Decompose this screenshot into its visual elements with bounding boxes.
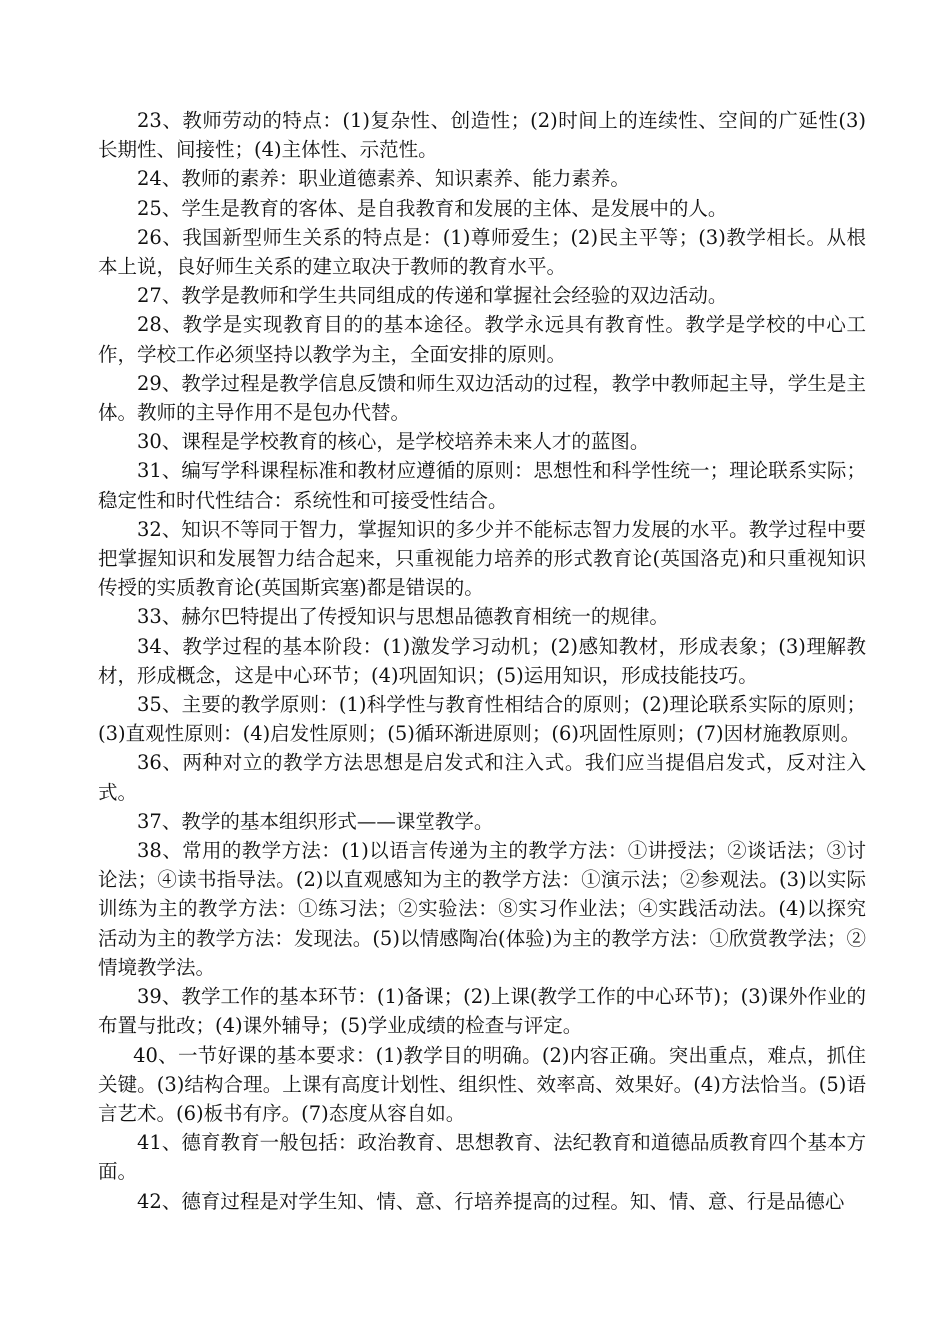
paragraph-39: 39、教学工作的基本环节：(1)备课；(2)上课(教学工作的中心环节)；(3)课外作业的布置与批改；(4)课外辅导；(5)学业成绩的检查与评定。 <box>98 985 866 1038</box>
paragraph-24: 24、教师的素养：职业道德素养、知识素养、能力素养。 <box>137 167 630 191</box>
document-page <box>98 106 866 1216</box>
paragraph-31: 31、编写学科课程标准和教材应遵循的原则：思想性和科学性统一；理论联系实际；稳定性和时代性结合：系统性和可接受性结合。 <box>98 459 866 512</box>
paragraph-28: 28、教学是实现教育目的的基本途径。教学永远具有教育性。教学是学校的中心工作，学校工作必须坚持以教学为主，全面安排的原则。 <box>98 313 866 366</box>
paragraph-27: 27、教学是教师和学生共同组成的传递和掌握社会经验的双边活动。 <box>137 284 728 308</box>
paragraph-38: 38、常用的教学方法：(1)以语言传递为主的教学方法：①讲授法；②谈话法；③讨论法；④读书指导法。(2)以直观感知为主的教学方法：①演示法；②参观法。(3)以实际训练为主的教学方法：①练习法；②实验法：⑧实习作业法；④实践活动法。(4)以探究活动为主的教学方法：发现法。(5)以情感陶冶(体验)为主的教学方法：①欣赏教学法；②情境教学法。 <box>98 839 866 979</box>
paragraph-33: 33、赫尔巴特提出了传授知识与思想品德教育相统一的规律。 <box>137 605 669 629</box>
paragraph-36: 36、两种对立的教学方法思想是启发式和注入式。我们应当提倡启发式，反对注入式。 <box>98 751 866 804</box>
paragraph-42: 42、德育过程是对学生知、情、意、行培养提高的过程。知、情、意、行是品德心 <box>137 1189 845 1213</box>
paragraph-29: 29、教学过程是教学信息反馈和师生双边活动的过程，教学中教师起主导，学生是主体。教师的主导作用不是包办代替。 <box>98 371 866 425</box>
paragraph-34: 34、教学过程的基本阶段：(1)激发学习动机；(2)感知教材，形成表象；(3)理解教材，形成概念，这是中心环节；(4)巩固知识；(5)运用知识，形成技能技巧。 <box>98 634 866 687</box>
paragraph-41: 41、德育教育一般包括：政治教育、思想教育、法纪教育和道德品质教育四个基本方面。 <box>98 1131 866 1184</box>
paragraph-25: 25、学生是教育的客体、是自我教育和发展的主体、是发展中的人。 <box>137 196 728 220</box>
paragraph-40: 40、一节好课的基本要求：(1)教学目的明确。(2)内容正确。突出重点，难点，抓住关键。(3)结构合理。上课有高度计划性、组织性、效率高、效果好。(4)方法恰当。(5)语言艺术。(6)板书有序。(7)态度从容自如。 <box>98 1043 866 1125</box>
paragraph-30: 30、课程是学校教育的核心，是学校培养未来人才的蓝图。 <box>137 430 650 454</box>
paragraph-37: 37、教学的基本组织形式——课堂教学。 <box>137 809 494 833</box>
paragraph-32: 32、知识不等同于智力，掌握知识的多少并不能标志智力发展的水平。教学过程中要把掌握知识和发展智力结合起来，只重视能力培养的形式教育论(英国洛克)和只重视知识传授的实质教育论(英国斯宾塞)都是错误的。 <box>98 517 866 600</box>
paragraph-26: 26、我国新型师生关系的特点是：(1)尊师爱生；(2)民主平等；(3)教学相长。从根本上说，良好师生关系的建立取决于教师的教育水平。 <box>98 225 866 279</box>
paragraph-35: 35、主要的教学原则：(1)科学性与教育性相结合的原则；(2)理论联系实际的原则；(3)直观性原则：(4)启发性原则；(5)循环渐进原则；(6)巩固性原则；(7)因材施教原则。 <box>98 693 866 746</box>
paragraph-23: 23、教师劳动的特点：(1)复杂性、创造性；(2)时间上的连续性、空间的广延性(3)长期性、间接性；(4)主体性、示范性。 <box>98 109 866 162</box>
